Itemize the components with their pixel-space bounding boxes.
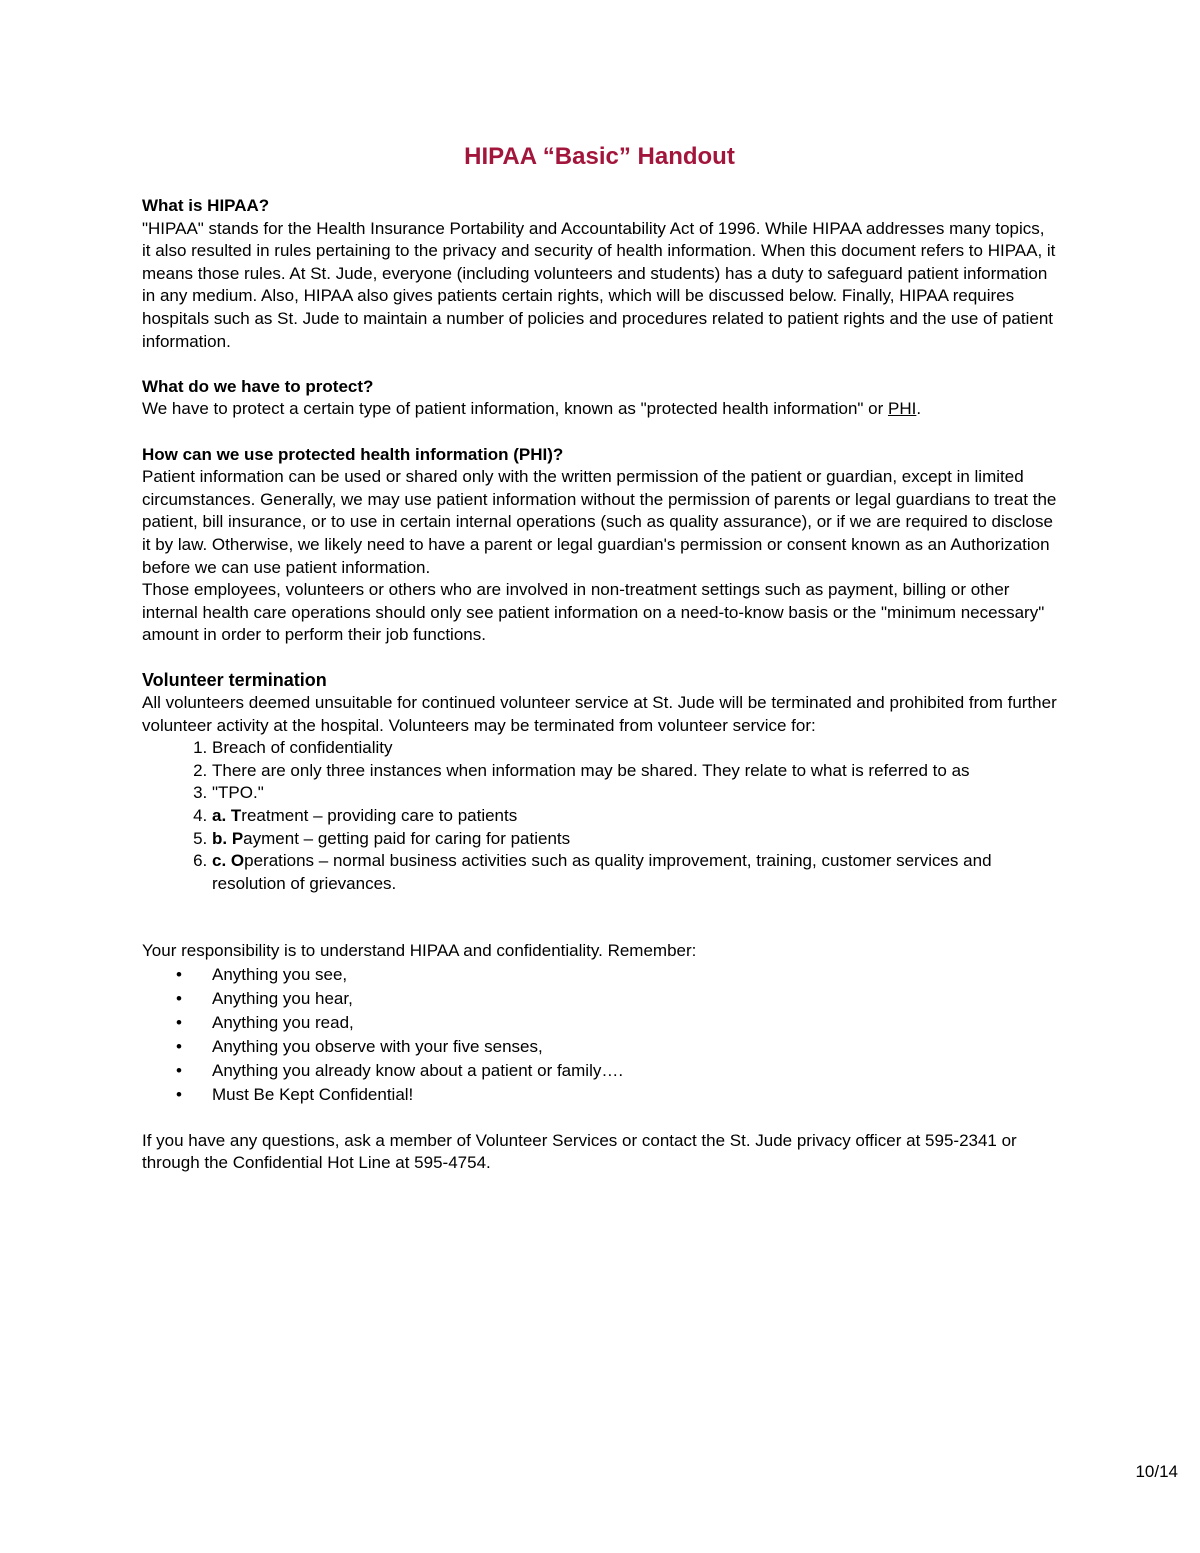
confidentiality-list — [142, 963, 1057, 1107]
phi-term: PHI — [888, 399, 917, 419]
bullet-icon: • — [176, 965, 182, 984]
what-is-hipaa-body: "HIPAA" stands for the Health Insurance Portability and Accountability Act of 1996. While HIPAA addresses many topics, it also resulted in rules pertaining to the privacy and security of health information. When this document refers to HIPAA, it means those rules. At St. Jude, everyone (including volunteers and students) has a duty to safeguard patient information in any medium. Also, HIPAA also gives patients certain rights, which will be discussed below. Finally, HIPAA requires hospitals such as St. Jude to maintain a number of policies and procedures related to patient rights and the use of patient information. — [142, 218, 1056, 351]
list-item: • Anything you read, — [212, 1011, 1057, 1035]
list-item: 5. b. Payment – getting paid for caring for patients — [212, 828, 1057, 851]
list-item: • Anything you see, — [212, 963, 1057, 987]
what-to-protect-heading: What do we have to protect? — [142, 376, 374, 396]
document-title: HIPAA “Basic” Handout — [464, 143, 735, 170]
bullet-icon: • — [176, 1013, 182, 1032]
bullet-icon: • — [176, 1085, 182, 1104]
what-to-protect-body — [142, 398, 1057, 421]
what-is-hipaa-heading: What is HIPAA? — [142, 196, 270, 215]
list-item: • Anything you observe with your five senses, — [212, 1035, 1057, 1059]
how-to-use-phi-body: Patient information can be used or shared only with the written permission of the patient or guardian, except in limited circumstances. Generally, we may use patient information without the permission of parents or legal guardians to treat the patient, bill insurance, or to use in certain internal operations (such as quality assurance), or if we are required to disclose it by law. Otherwise, we likely need to have a parent or legal guardian's permission or consent known as an Authorization before we can use patient information. — [142, 467, 1057, 577]
list-item: • Anything you hear, — [212, 987, 1057, 1011]
responsibility-intro: Your responsibility is to understand HIPAA and confidentiality. Remember: — [142, 941, 697, 961]
list-item: 1. Breach of confidentiality — [212, 737, 1057, 760]
termination-reasons-list — [142, 737, 1057, 895]
volunteer-termination-heading: Volunteer termination — [142, 670, 327, 691]
list-item: 3. "TPO." — [212, 782, 1057, 805]
bullet-icon: • — [176, 989, 182, 1008]
list-item: 2. There are only three instances when information may be shared. They relate to what is referred to as — [212, 760, 1057, 783]
list-item: 4. a. Treatment – providing care to patients — [212, 805, 1057, 828]
protect-body-end: . — [916, 399, 922, 419]
document-page — [142, 142, 1057, 1175]
bullet-icon: • — [176, 1061, 182, 1080]
list-item: • Anything you already know about a patient or family…. — [212, 1059, 1057, 1083]
bullet-icon: • — [176, 1037, 182, 1056]
minimum-necessary-body: Those employees, volunteers or others who are involved in non-treatment settings such as payment, billing or other internal health care operations should only see patient information on a need-to-know basis or the "minimum necessary" amount in order to perform their job functions. — [142, 580, 1045, 645]
volunteer-termination-body: All volunteers deemed unsuitable for continued volunteer service at St. Jude will be terminated and prohibited from further volunteer activity at the hospital. Volunteers may be terminated from volunteer service for: — [142, 693, 1057, 735]
list-item: 6. c. Operations – normal business activities such as quality improvement, training, customer services and resolution of grievances. — [212, 850, 1057, 895]
list-item: • Must Be Kept Confidential! — [212, 1083, 1057, 1107]
how-to-use-phi-heading: How can we use protected health information (PHI)? — [142, 444, 564, 464]
protect-body-text: We have to protect a certain type of patient information, known as "protected health information" or — [142, 399, 888, 419]
page-number: 10/14 — [1135, 1462, 1178, 1481]
contact-info: If you have any questions, ask a member of Volunteer Services or contact the St. Jude privacy officer at 595-2341 or through the Confidential Hot Line at 595-4754. — [142, 1130, 1017, 1173]
